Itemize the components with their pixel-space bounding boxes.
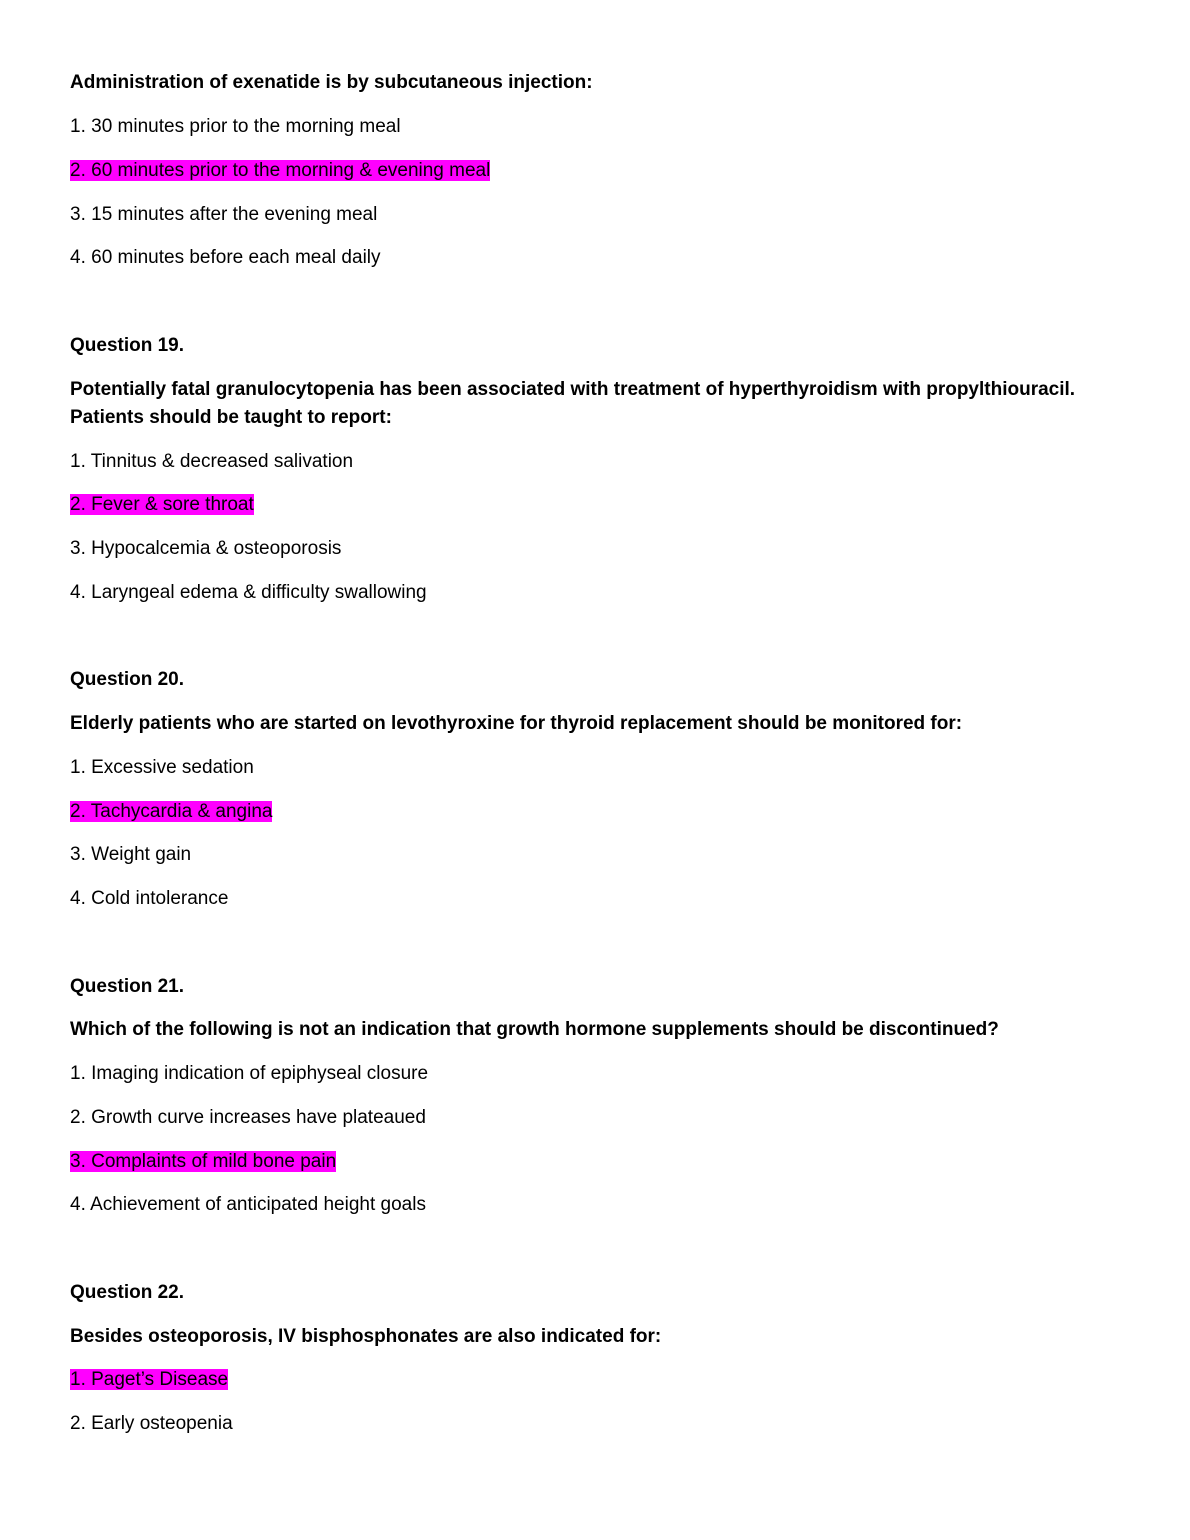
answer-highlight: 3. Complaints of mild bone pain	[70, 1151, 337, 1172]
question-18-option-4: 4. 60 minutes before each meal daily	[70, 247, 381, 268]
question-22-stem: Besides osteoporosis, IV bisphosphonates are also indicated for:	[70, 1326, 662, 1347]
question-19-heading: Question 19.	[70, 335, 185, 356]
question-21-option-4: 4. Achievement of anticipated height goals	[70, 1194, 426, 1215]
question-19-stem-line-2: Patients should be taught to report:	[70, 407, 392, 428]
question-19-option-1: 1. Tinnitus & decreased salivation	[70, 451, 354, 472]
question-20-option-1: 1. Excessive sedation	[70, 757, 254, 778]
question-21-option-3-answer	[70, 1148, 336, 1176]
question-22-option-2: 2. Early osteopenia	[70, 1413, 233, 1434]
question-20-option-4: 4. Cold intolerance	[70, 888, 229, 909]
question-22-heading: Question 22.	[70, 1282, 185, 1303]
answer-highlight: 1. Paget’s Disease	[70, 1369, 229, 1390]
question-22-option-1-answer	[70, 1366, 228, 1394]
question-20-option-3: 3. Weight gain	[70, 844, 192, 865]
question-18-stem: Administration of exenatide is by subcutaneous injection:	[70, 72, 593, 93]
question-21-option-2: 2. Growth curve increases have plateaued	[70, 1107, 426, 1128]
question-19-option-4: 4. Laryngeal edema & difficulty swallowing	[70, 582, 427, 603]
question-19-option-3: 3. Hypocalcemia & osteoporosis	[70, 538, 342, 559]
question-19-stem-line-1: Potentially fatal granulocytopenia has been associated with treatment of hyperthyroidism with propylthiouracil.	[70, 379, 1076, 400]
question-18-option-3: 3. 15 minutes after the evening meal	[70, 204, 378, 225]
question-21-heading: Question 21.	[70, 976, 185, 997]
question-19-option-2-answer	[70, 491, 254, 519]
answer-highlight: 2. Tachycardia & angina	[70, 801, 273, 822]
question-20-heading: Question 20.	[70, 669, 185, 690]
question-21-option-1: 1. Imaging indication of epiphyseal closure	[70, 1063, 429, 1084]
question-20-stem: Elderly patients who are started on levothyroxine for thyroid replacement should be monitored for:	[70, 713, 963, 734]
question-20-option-2-answer	[70, 798, 272, 826]
answer-highlight: 2. 60 minutes prior to the morning & evening meal	[70, 160, 491, 181]
answer-highlight: 2. Fever & sore throat	[70, 494, 254, 515]
question-18-option-1: 1. 30 minutes prior to the morning meal	[70, 116, 401, 137]
question-21-stem: Which of the following is not an indication that growth hormone supplements should be discontinued?	[70, 1019, 999, 1040]
question-18-option-2-answer	[70, 157, 490, 185]
